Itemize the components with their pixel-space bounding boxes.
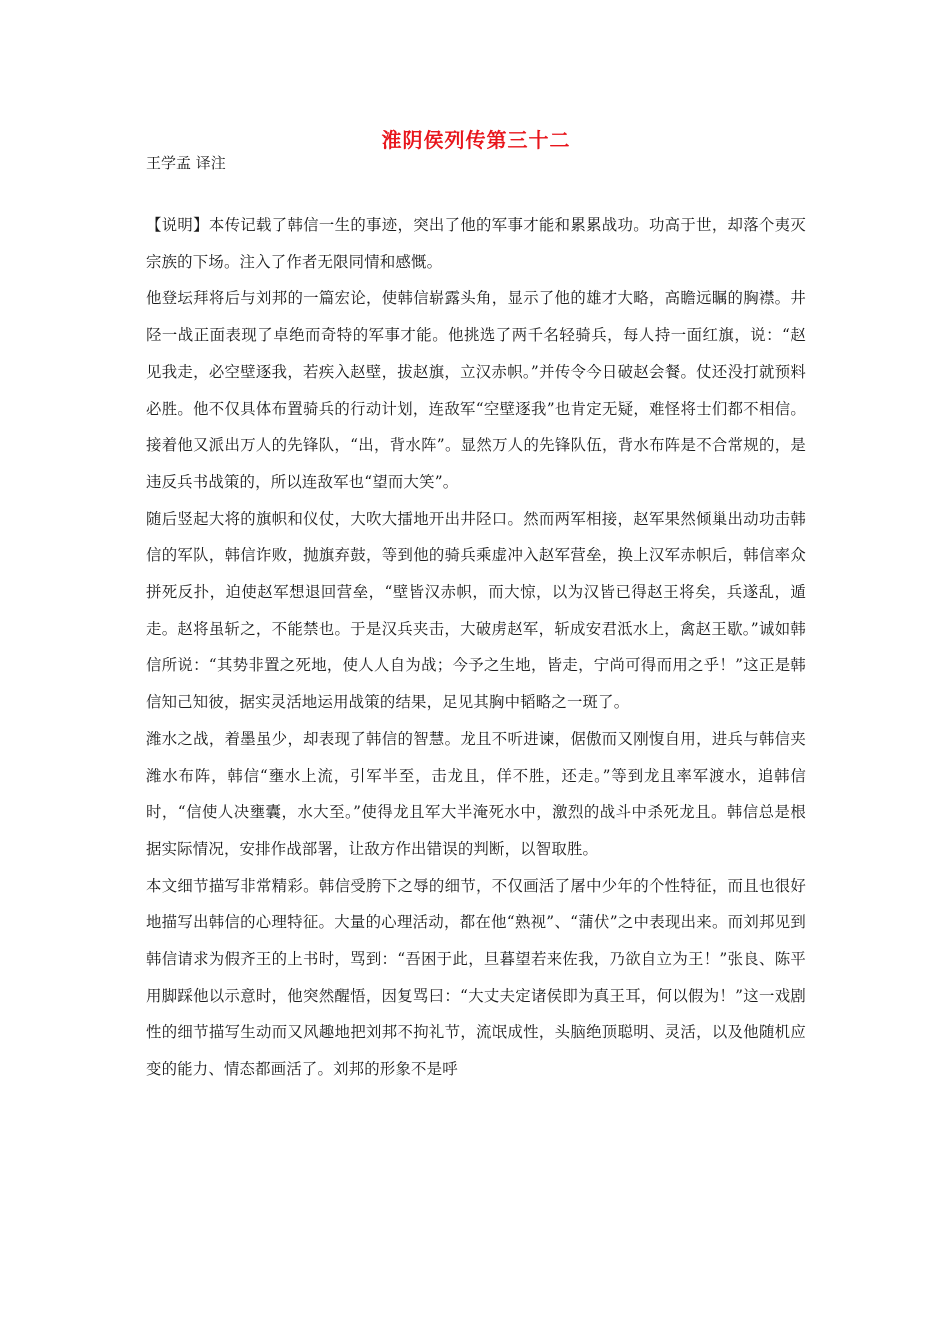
author-line: 王学孟 译注 — [146, 154, 226, 172]
paragraph-explanation: 【说明】本传记载了韩信一生的事迹，突出了他的军事才能和累累战功。功高于世，却落个夷灭宗族的下场。注入了作者无限同情和感慨。 — [146, 216, 806, 271]
document-body — [146, 207, 806, 1088]
paragraph-weishui-battle: 潍水之战，着墨虽少，却表现了韩信的智慧。龙且不听进谏，倨傲而又刚愎自用，进兵与韩信夹潍水布阵，韩信“壅水上流，引军半至，击龙且，佯不胜，还走。”等到龙且率军渡水，追韩信时，“信使人决壅囊，水大至。”使得龙且军大半淹死水中，激烈的战斗中杀死龙且。韩信总是根据实际情况，安排作战部署，让敌方作出错误的判断，以智取胜。 — [146, 729, 806, 858]
paragraph-detail-description: 本文细节描写非常精彩。韩信受胯下之辱的细节，不仅画活了屠中少年的个性特征，而且也很好地描写出韩信的心理特征。大量的心理活动，都在他“熟视”、“蒲伏”之中表现出来。而刘邦见到韩信请求为假齐王的上书时，骂到：“吾困于此，旦暮望若来佐我，乃欲自立为王！”张良、陈平用脚踩他以示意时，他突然醒悟，因复骂曰：“大丈夫定诸侯即为真王耳，何以假为！”这一戏剧性的细节描写生动而又风趣地把刘邦不拘礼节，流氓成性，头脑绝顶聪明、灵活，以及他随机应变的能力、情态都画活了。刘邦的形象不是呼 — [146, 876, 806, 1079]
paragraph-jingxing-outcome: 随后竖起大将的旗帜和仪仗，大吹大擂地开出井陉口。然而两军相接，赵军果然倾巢出动功击韩信的军队，韩信诈败，抛旗弃鼓，等到他的骑兵乘虚冲入赵军营垒，换上汉军赤帜后，韩信率众拼死反扑，迫使赵军想退回营垒，“壁皆汉赤帜，而大惊，以为汉皆已得赵王将矣，兵遂乱，遁走。赵将虽斩之，不能禁也。于是汉兵夹击，大破虏赵军，斩成安君泜水上，禽赵王歇。”诚如韩信所说：“其势非置之死地，使人人自为战；今予之生地，皆走，宁尚可得而用之乎！”这正是韩信知己知彼，据实灵活地运用战策的结果，足见其胸中韬略之一斑了。 — [146, 509, 806, 712]
document-title: 淮阴侯列传第三十二 — [381, 128, 571, 152]
paragraph-jingxing-battle: 他登坛拜将后与刘邦的一篇宏论，使韩信崭露头角，显示了他的雄才大略，高瞻远瞩的胸襟。井陉一战正面表现了卓绝而奇特的军事才能。他挑选了两千名轻骑兵，每人持一面红旗，说：“赵见我走，必空壁逐我，若疾入赵壁，拔赵旗，立汉赤帜。”并传令今日破赵会餐。仗还没打就预料必胜。他不仅具体布置骑兵的行动计划，连敌军“空壁逐我”也肯定无疑，难怪将士们都不相信。接着他又派出万人的先锋队，“出，背水阵”。显然万人的先锋队伍，背水布阵是不合常规的，是违反兵书战策的，所以连敌军也“望而大笑”。 — [146, 289, 806, 491]
